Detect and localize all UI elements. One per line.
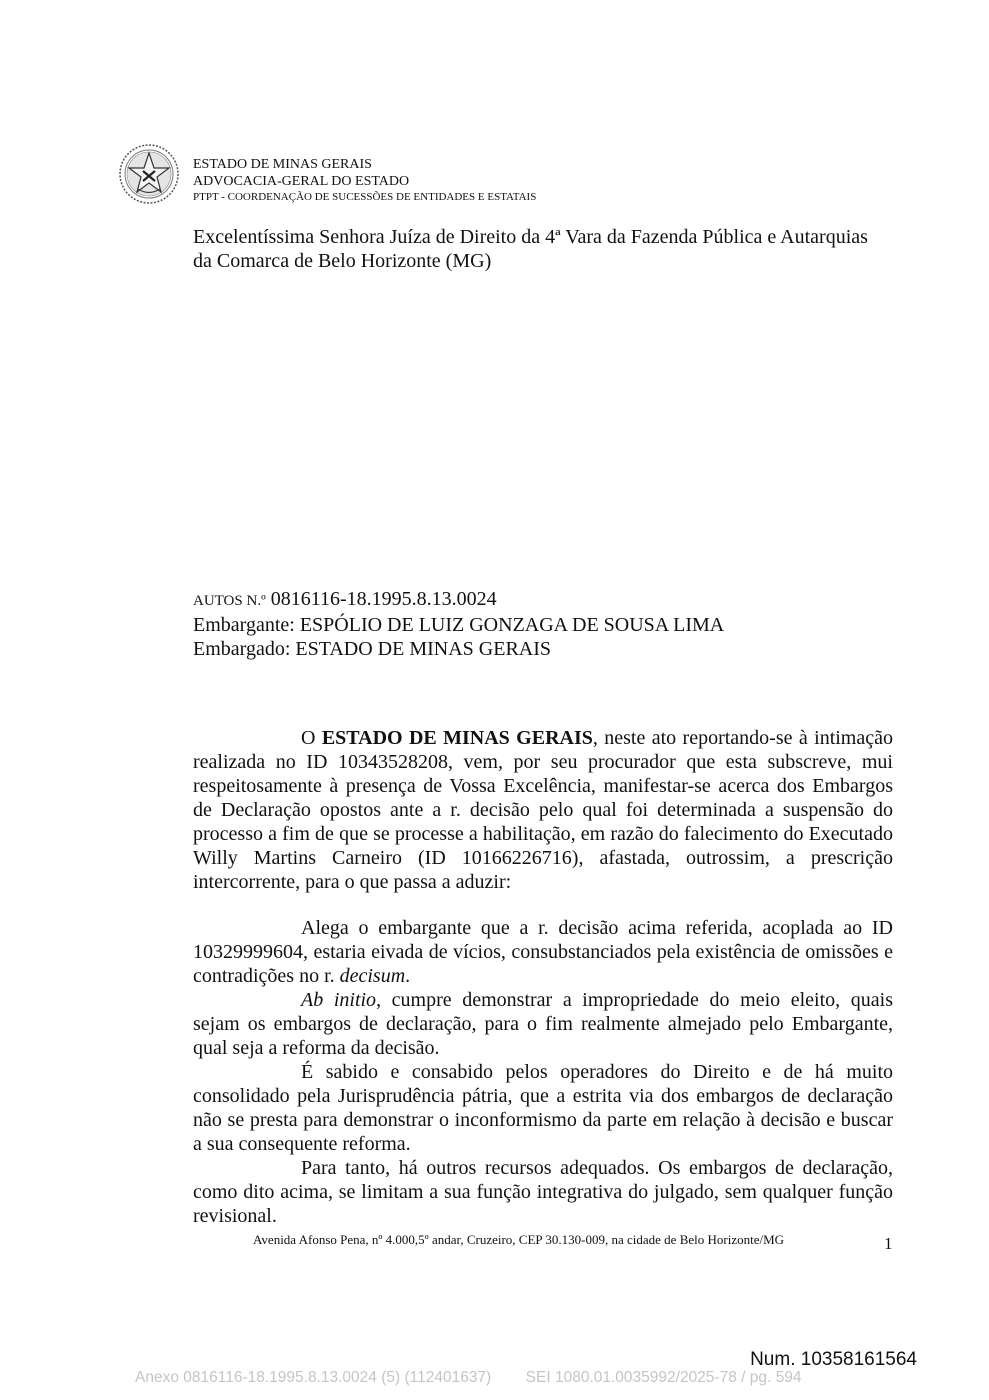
addressee-block <box>193 225 913 273</box>
ab-initio-term: Ab initio <box>301 989 377 1011</box>
case-info-block <box>193 587 724 661</box>
decisum-term: decisum <box>339 965 406 987</box>
paragraph-allegation <box>193 916 893 988</box>
document-number-stamp: Num. 10358161564 <box>750 1349 917 1370</box>
header-department-name: PTPT - COORDENAÇÃO DE SUCESSÕES DE ENTIDADES E ESTATAIS <box>193 191 537 203</box>
annex-watermark <box>135 1369 801 1387</box>
coat-of-arms-icon <box>118 143 180 205</box>
page-number: 1 <box>884 1234 893 1253</box>
paragraph-other-remedies: Para tanto, há outros recursos adequados. Os embargos de declaração, como dito acima, se limitam a sua função integrativa do julgado, sem qualquer função revisional. <box>193 1157 893 1227</box>
paragraph-intro <box>193 726 893 894</box>
case-number-label: AUTOS N.º <box>193 593 266 609</box>
embargante-line: Embargante: ESPÓLIO DE LUIZ GONZAGA DE SOUSA LIMA <box>193 614 725 636</box>
case-number: 0816116-18.1995.8.13.0024 <box>270 588 497 610</box>
annex-reference: Anexo 0816116-18.1995.8.13.0024 (5) (112401637) <box>135 1369 492 1386</box>
addressee-line-1: Excelentíssima Senhora Juíza de Direito da 4ª Vara da Fazenda Pública e Autarquias <box>193 226 868 248</box>
header-state-name: ESTADO DE MINAS GERAIS <box>193 157 372 172</box>
party-name: ESTADO DE MINAS GERAIS <box>321 727 593 749</box>
sei-reference: SEI 1080.01.0035992/2025-78 / pg. 594 <box>525 1369 802 1386</box>
paragraph-allegation-end: . <box>405 965 411 987</box>
footer-address: Avenida Afonso Pena, nº 4.000,5º andar, Cruzeiro, CEP 30.130-009, na cidade de Belo Horizonte/MG <box>253 1232 785 1247</box>
embargado-line: Embargado: ESTADO DE MINAS GERAIS <box>193 638 552 660</box>
header-agency-name: ADVOCACIA-GERAL DO ESTADO <box>193 174 410 189</box>
paragraph-jurisprudence: É sabido e consabido pelos operadores do Direito e de há muito consolidado pela Jurisprudência pátria, que a estrita via dos embargos de declaração não se presta para demonstrar o inconformismo da parte em relação à decisão e buscar a sua consequente reforma. <box>193 1061 893 1155</box>
paragraph-ab-initio-text: , cumpre demonstrar a impropriedade do meio eleito, quais sejam os embargos de declaração, para o fim realmente almejado pelo Embargante, qual seja a reforma da decisão. <box>193 989 893 1059</box>
petition-body <box>193 726 893 1228</box>
paragraph-allegation-text: Alega o embargante que a r. decisão acima referida, acoplada ao ID 10329999604, estaria eivada de vícios, consubstanciados pela existência de omissões e contradições no r. <box>193 917 893 987</box>
paragraph-ab-initio <box>193 988 893 1060</box>
addressee-line-2: da Comarca de Belo Horizonte (MG) <box>193 250 492 272</box>
case-number-line <box>193 587 724 613</box>
paragraph-intro-article: O <box>301 727 322 749</box>
paragraph-intro-text: , neste ato reportando-se à intimação realizada no ID 10343528208, vem, por seu procurador que esta subscreve, mui respeitosamente à presença de Vossa Excelência, manifestar-se acerca dos Embargos de Declaração opostos ante a r. decisão pelo qual foi determinada a suspensão do processo a fim de que se processe a habilitação, em razão do falecimento do Executado Willy Martins Carneiro (ID 10166226716), afastada, outrossim, a prescrição intercorrente, para o que passa a aduzir: <box>193 727 893 893</box>
